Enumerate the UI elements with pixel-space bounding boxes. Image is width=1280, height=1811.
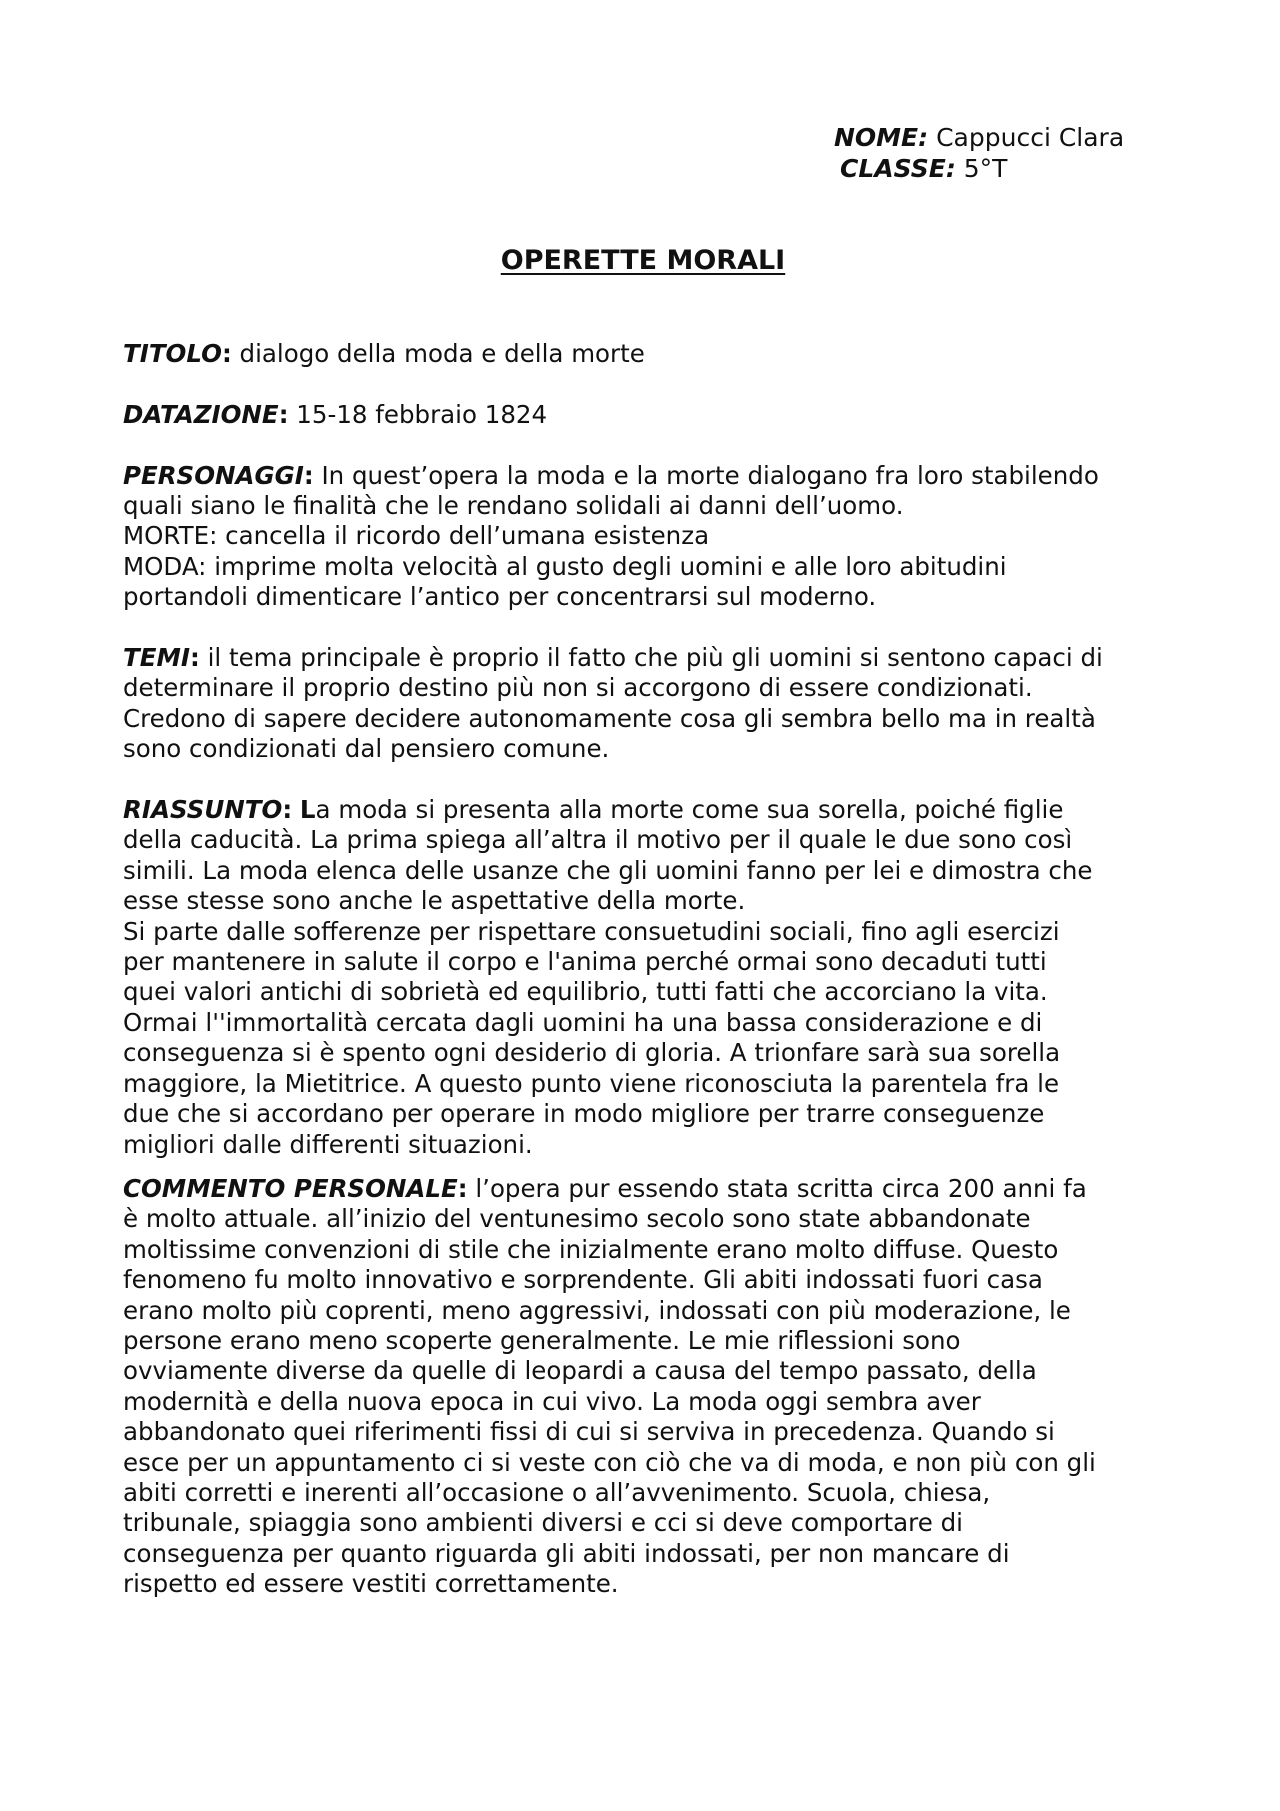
document-title: OPERETTE MORALI [500,245,786,276]
commento-text: l’opera pur essendo stata scritta circa 200 anni fa [475,1173,1087,1203]
riassunto-text: a moda si presenta alla morte come sua sorella, poiché figlie [315,795,1064,825]
riassunto-first-letter: L [299,795,316,825]
commento-label: COMMENTO PERSONALE [123,1173,458,1203]
text-line: tribunale, spiaggia sono ambienti diversi e cci si deve comportare di [123,1508,963,1538]
temi-text: il tema principale è proprio il fatto che più gli uomini si sentono capaci di [207,643,1103,673]
temi-label: TEMI [123,643,190,673]
text-line: esse stesse sono anche le aspettative della morte. [123,886,746,916]
text-line: modernità e della nuova epoca in cui vivo. La moda oggi sembra aver [123,1386,981,1416]
text-line: ovviamente diverse da quelle di leopardi a causa del tempo passato, della [123,1356,1037,1386]
text-line: sono condizionati dal pensiero comune. [123,734,610,764]
name-line [834,122,1124,153]
titolo-colon: : [221,339,232,368]
riassunto-label: RIASSUNTO [123,795,283,825]
temi-first-line [123,643,1183,673]
commento-first-line [123,1174,1183,1204]
commento-colon: : [457,1173,468,1203]
text-line: è molto attuale. all’inizio del ventunesimo secolo sono state abbandonate [123,1204,1031,1234]
student-header [834,122,1124,184]
text-line: abbandonato quei riferimenti fissi di cui si serviva in precedenza. Quando si [123,1417,1055,1447]
personaggi-label: PERSONAGGI [123,460,304,490]
section-riassunto [123,795,1183,1160]
text-line: due che si accordano per operare in modo migliore per trarre conseguenze [123,1099,1045,1129]
text-line: esce per un appuntamento ci si veste con ciò che va di moda, e non più con gli [123,1447,1096,1477]
titolo-text: dialogo della moda e della morte [239,339,645,368]
riassunto-first-line [123,795,1183,825]
text-line: MODA: imprime molta velocità al gusto degli uomini e alle loro abitudini [123,551,1007,581]
text-line: simili. La moda elenca delle usanze che gli uomini fanno per lei e dimostra che [123,855,1093,885]
text-line: portandoli dimenticare l’antico per concentrarsi sul moderno. [123,582,877,612]
text-line: fenomeno fu molto innovativo e sorprendente. Gli abiti indossati fuori casa [123,1265,1043,1295]
text-line: persone erano meno scoperte generalmente. Le mie riflessioni sono [123,1325,961,1355]
class-value: 5°T [963,154,1008,183]
text-line: Ormai l''immortalità cercata dagli uomini ha una bassa considerazione e di [123,1007,1043,1037]
text-line: quali siano le finalità che le rendano solidali ai danni dell’uomo. [123,491,904,520]
text-line: della caducità. La prima spiega all’altra il motivo per il quale le due sono così [123,825,1073,855]
temi-colon: : [189,643,200,673]
text-line: per mantenere in salute il corpo e l'anima perché ormai sono decaduti tutti [123,947,1047,977]
text-line: Si parte dalle sofferenze per rispettare consuetudini sociali, fino agli esercizi [123,916,1060,946]
text-line: rispetto ed essere vestiti correttamente. [123,1569,619,1599]
text-line: erano molto più coprenti, meno aggressivi, indossati con più moderazione, le [123,1295,1071,1325]
titolo-label: TITOLO [123,339,222,368]
personaggi-text: In quest’opera la moda e la morte dialogano fra loro stabilendo [321,460,1099,490]
name-label: NOME: [834,123,929,152]
text-line: Credono di sapere decidere autonomamente cosa gli sembra bello ma in realtà [123,703,1096,733]
section-personaggi [123,461,1183,613]
personaggi-colon: : [303,460,314,490]
class-label: CLASSE: [840,154,956,183]
text-line: moltissime convenzioni di stile che inizialmente erano molto diffuse. Questo [123,1234,1059,1264]
text-line: quei valori antichi di sobrietà ed equilibrio, tutti fatti che accorciano la vita. [123,977,1048,1007]
text-line: MORTE: cancella il ricordo dell’umana esistenza [123,521,710,551]
personaggi-first-line [123,461,1183,491]
section-commento [123,1174,1183,1600]
name-value: Cappucci Clara [936,123,1125,152]
class-line [834,153,1124,184]
text-line: maggiore, la Mietitrice. A questo punto viene riconosciuta la parentela fra le [123,1068,1060,1098]
datazione-text: 15-18 febbraio 1824 [296,399,548,429]
document-body [123,339,1183,1600]
datazione-colon: : [278,399,289,429]
section-datazione [123,400,1183,430]
section-temi [123,643,1183,765]
text-line: conseguenza per quanto riguarda gli abiti indossati, per non mancare di [123,1538,1010,1568]
text-line: determinare il proprio destino più non si accorgono di essere condizionati. [123,673,1033,703]
section-titolo [123,339,1183,369]
text-line: abiti corretti e inerenti all’occasione o all’avvenimento. Scuola, chiesa, [123,1477,991,1507]
text-line: migliori dalle differenti situazioni. [123,1129,533,1159]
text-line: conseguenza si è spento ogni desiderio di gloria. A trionfare sarà sua sorella [123,1038,1061,1068]
datazione-label: DATAZIONE [123,399,279,429]
riassunto-colon: : [282,795,293,825]
